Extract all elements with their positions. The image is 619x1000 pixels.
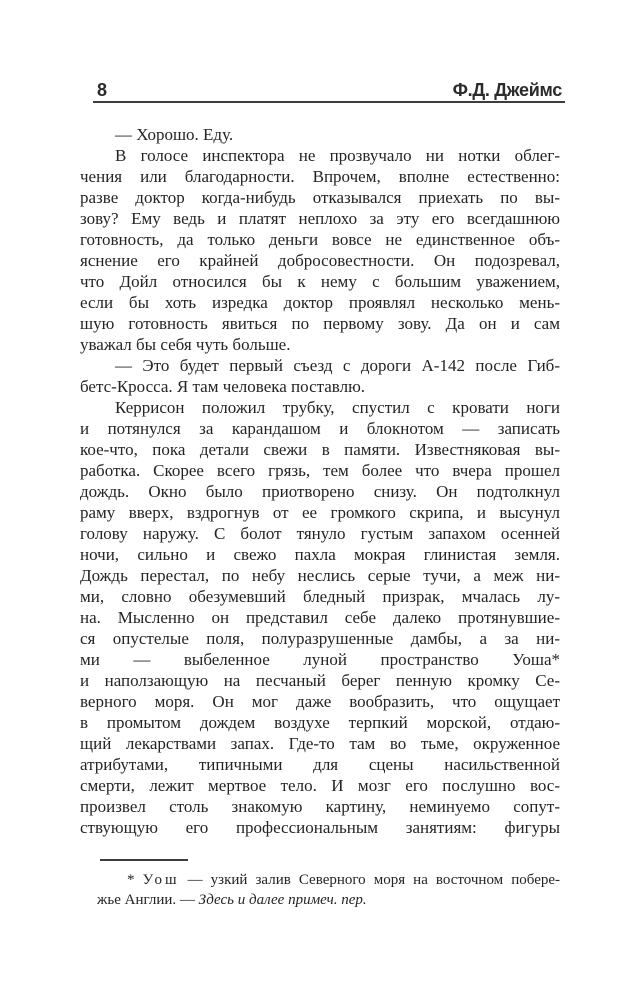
footnote-rule <box>100 859 188 861</box>
text-line: работка. Скорее всего грязь, тем более что вчера прошел <box>80 461 560 480</box>
text-line: ночи, сильно и свежо пахла мокрая глинистая земля. <box>80 545 560 564</box>
text-line: шую готовность явиться по первому зову. Да он и сам <box>80 314 560 333</box>
text-line: произвел столь знакомую картину, неминуемо сопут- <box>80 797 560 816</box>
header-rule <box>93 101 565 103</box>
body-text <box>80 124 560 838</box>
text-line: ми, словно обезумевший бледный призрак, мчалась лу- <box>80 587 560 606</box>
footnote-line <box>97 870 560 890</box>
text-line: в промытом дождем воздухе терпкий морской, отдаю- <box>80 713 560 732</box>
text-line: дождь. Окно было приотворено снизу. Он подтолкнул <box>80 482 560 501</box>
footnote-marker: * <box>127 872 135 888</box>
text-line: ми — выбеленное луной пространство Уоша* <box>80 650 560 669</box>
footnote-text-italic: Здесь и далее примеч. пер. <box>198 892 367 908</box>
footnote-term: Уош <box>142 872 180 888</box>
text-line: ся опустелые поля, полуразрушенные дамбы, а за ни- <box>80 629 560 648</box>
text-line: готовность, да только деньги вовсе не единственное объ- <box>80 230 560 249</box>
text-line: атрибутами, типичными для сцены насильственной <box>80 755 560 774</box>
running-title: Ф.Д. Джеймс <box>452 80 562 100</box>
footnote <box>97 870 560 910</box>
text-line: В голосе инспектора не прозвучало ни нотки облег- <box>115 146 560 165</box>
text-line: раму вверх, вздрогнув от ее громкого скрипа, и высунул <box>80 503 560 522</box>
text-line: уважал бы себя чуть больше. <box>80 335 291 354</box>
text-line: — Это будет первый съезд с дороги А-142 после Гиб- <box>115 356 560 375</box>
text-line: если бы хоть изредка доктор проявлял несколько мень- <box>80 293 560 312</box>
text-line: — Хорошо. Еду. <box>115 125 234 144</box>
text-line: и наползающую на песчаный берег пенную кромку Се- <box>80 671 560 690</box>
text-line: Дождь перестал, по небу неслись серые тучи, а меж ни- <box>80 566 560 585</box>
text-line: верного моря. Он мог даже вообразить, что ощущает <box>80 692 560 711</box>
text-line: зову? Ему ведь и платят неплохо за эту его всегдашнюю <box>80 209 560 228</box>
footnote-text: — узкий залив Северного моря на восточном побере- <box>187 872 560 888</box>
text-line: чения или благодарности. Впрочем, вполне естественно: <box>80 167 560 186</box>
page-number: 8 <box>97 80 107 100</box>
text-line: Керрисон положил трубку, спустил с кровати ноги <box>115 398 560 417</box>
text-line: яснение его крайней добросовестности. Он подозревал, <box>80 251 560 270</box>
text-line: голову наружу. С болот тянуло густым запахом осенней <box>80 524 560 543</box>
footnote-text: жье Англии. — <box>97 892 199 908</box>
text-line: и потянулся за карандашом и блокнотом — записать <box>80 419 560 438</box>
text-line: бетс-Кросса. Я там человека поставлю. <box>80 377 366 396</box>
footnote-line <box>97 890 560 910</box>
text-line: щий лекарствами запах. Где-то там во тьме, окруженное <box>80 734 560 753</box>
text-line: что Дойл относился бы к нему с большим уважением, <box>80 272 560 291</box>
text-line: смерти, лежит мертвое тело. И мозг его послушно вос- <box>80 776 560 795</box>
text-line: на. Мысленно он представил себе далеко протянувшие- <box>80 608 560 627</box>
text-line: разве доктор когда-нибудь отказывался приехать по вы- <box>80 188 560 207</box>
text-line: ствующую его профессиональным занятиям: фигуры <box>80 818 560 837</box>
page-header <box>97 80 562 101</box>
text-line: кое-что, пока детали свежи в памяти. Известняковая вы- <box>80 440 560 459</box>
